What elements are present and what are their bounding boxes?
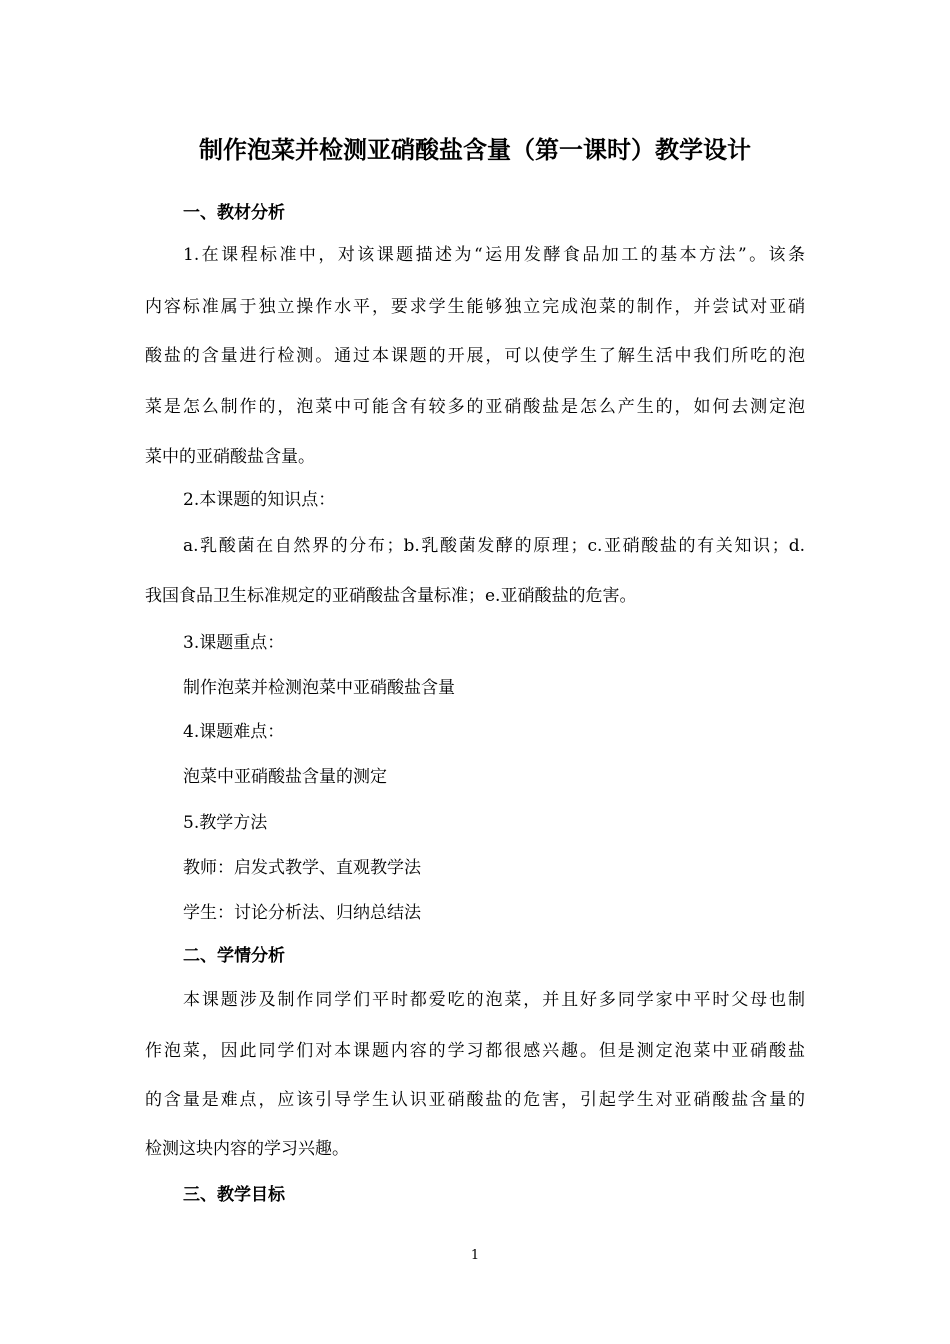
paragraph-line: 2.本课题的知识点： [183, 490, 336, 510]
document-title: 制作泡菜并检测亚硝酸盐含量（第一课时）教学设计 [199, 135, 751, 164]
paragraph-line: 本课题涉及制作同学们平时都爱吃的泡菜，并且好多同学家中平时父母也制 [183, 990, 805, 1010]
page-number: 1 [470, 1248, 480, 1263]
paragraph-line: 的含量是难点，应该引导学生认识亚硝酸盐的危害，引起学生对亚硝酸盐含量的 [145, 1090, 805, 1110]
paragraph-line: 我国食品卫生标准规定的亚硝酸盐含量标准；e.亚硝酸盐的危害。 [145, 586, 637, 606]
paragraph-line: 检测这块内容的学习兴趣。 [145, 1139, 349, 1159]
paragraph-line: 泡菜中亚硝酸盐含量的测定 [183, 767, 387, 787]
paragraph-line: 制作泡菜并检测泡菜中亚硝酸盐含量 [183, 678, 455, 698]
paragraph-line: 酸盐的含量进行检测。通过本课题的开展，可以使学生了解生活中我们所吃的泡 [145, 346, 805, 366]
paragraph-line: 3.课题重点： [183, 633, 285, 653]
paragraph-line: 菜是怎么制作的，泡菜中可能含有较多的亚硝酸盐是怎么产生的，如何去测定泡 [145, 397, 805, 417]
paragraph-line: 4.课题难点： [183, 722, 285, 742]
section-heading-1: 一、教材分析 [183, 203, 285, 223]
paragraph-line: 教师：启发式教学、直观教学法 [183, 858, 421, 878]
paragraph-line: a.乳酸菌在自然界的分布；b.乳酸菌发酵的原理；c.亚硝酸盐的有关知识；d. [183, 536, 805, 556]
paragraph-line: 菜中的亚硝酸盐含量。 [145, 447, 315, 467]
paragraph-line: 学生：讨论分析法、归纳总结法 [183, 903, 421, 923]
paragraph-line: 1.在课程标准中，对该课题描述为“运用发酵食品加工的基本方法”。该条 [183, 245, 805, 265]
paragraph-line: 作泡菜，因此同学们对本课题内容的学习都很感兴趣。但是测定泡菜中亚硝酸盐 [145, 1041, 805, 1061]
section-heading-3: 三、教学目标 [183, 1185, 285, 1205]
section-heading-2: 二、学情分析 [183, 946, 285, 966]
paragraph-line: 内容标准属于独立操作水平，要求学生能够独立完成泡菜的制作，并尝试对亚硝 [145, 297, 805, 317]
paragraph-line: 5.教学方法 [183, 813, 268, 833]
